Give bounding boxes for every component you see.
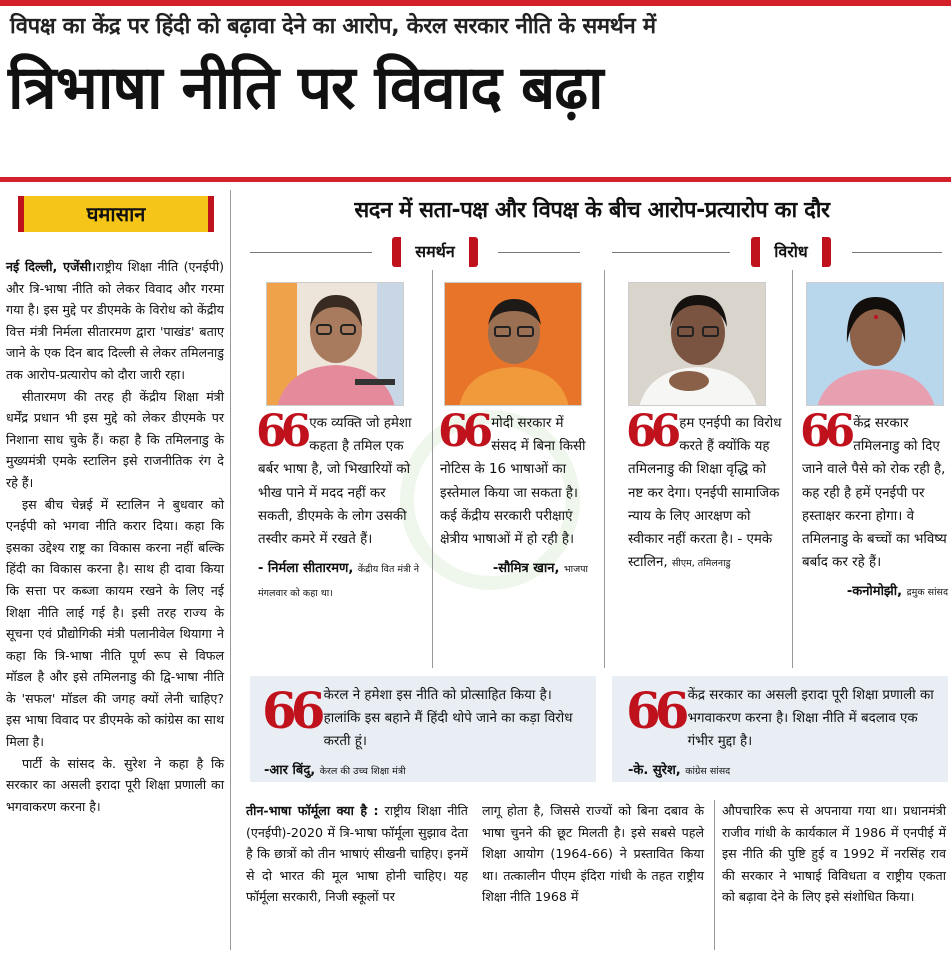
- column-divider: [230, 190, 231, 950]
- quote-stalin: [626, 406, 784, 575]
- quote-mark-icon: 66: [262, 681, 320, 740]
- quote-mark-icon: 66: [626, 406, 676, 457]
- left-article-column: [6, 256, 224, 817]
- quote-text: मोदी सरकार में संसद में बिना किसी नोटिस के 16 भाषाओं का इस्तेमाल किया जा सकता है। कई केंद्रीय सरकारी परीक्षाएं क्षेत्रीय भाषाओं में हो रही है।: [440, 416, 586, 548]
- dateline: नई दिल्ली, एजेंसी।: [6, 259, 96, 274]
- explainer-lead: तीन-भाषा फॉर्मूला क्या है :: [246, 803, 379, 818]
- quote-attribution: -आर बिंदु, केरल की उच्च शिक्षा मंत्री: [264, 763, 406, 778]
- quote-mark-icon: 66: [438, 406, 488, 457]
- article-paragraph-1: नई दिल्ली, एजेंसी।राष्ट्रीय शिक्षा नीति (एनईपी) और त्रि-भाषा नीति को लेकर विवाद और गरमा गया है। इस मुद्दे पर डीएमके के विरोध को केंद्रीय वित्त मंत्री निर्मला सीतारमण द्वारा 'पाखंड' बताए जाने के एक दिन बाद दिल्ली से लेकर तमिलनाडु तक आरोप-प्रत्यारोप को दौरा जारी रहा।: [6, 259, 225, 382]
- kicker-headline: विपक्ष का केंद्र पर हिंदी को बढ़ावा देने का आरोप, केरल सरकार नीति के समर्थन में: [10, 14, 656, 39]
- quote-saumitra-khan: [438, 406, 588, 581]
- quote-divider: [792, 270, 793, 668]
- quote-attribution: - निर्मला सीतारमण, केंद्रीय वित मंत्री ने मंगलवार को कहा था।: [258, 561, 420, 600]
- quote-attribution: -सौमित्र खान, भाजपा: [492, 561, 588, 577]
- portrait-illustration: [807, 283, 944, 406]
- quote-text: हम एनईपी का विरोध करते हैं क्योंकि यह तमिलनाडु की शिक्षा वृद्धि को नष्ट कर देगा। एनईपी सामाजिक न्याय के लिए आरक्षण को स्वीकार नहीं करता है। - एमके स्टालिन,: [628, 416, 782, 571]
- quote-mark-icon: 66: [800, 406, 850, 457]
- section-divider: [604, 270, 605, 668]
- bracket-left: [392, 237, 401, 267]
- quote-sitharaman: [256, 406, 424, 606]
- quote-mark-icon: 66: [626, 681, 684, 740]
- photo-nirmala-sitharaman: [266, 282, 404, 406]
- photo-kanimozhi: [806, 282, 944, 406]
- quote-mark-icon: 66: [256, 406, 306, 457]
- article-paragraph-3: इस बीच चेन्नई में स्टालिन ने बुधवार को एनईपी को भगवा नीति करार दिया। कहा कि इसका उद्देश्य राष्ट्र का विकास करना नहीं बल्कि हिंदी का विकास करना है। साथ ही दावा किया कि सत्ता पर कब्जा कायम रखने के लिए नई शिक्षा नीति लाई गई है। इसी तरह राज्य के सूचना एवं प्रौद्योगिकी मंत्री पलानीवेल थियागा ने कहा कि त्रि-भाषा नीति पूर्ण रूप से विफल मॉडल है और इसे तमिलनाडु की द्वि-भाषा नीति के 'सफल' मॉडल की जगह क्यों लेनी चाहिए? इस भाषा विवाद पर डीएमके को कांग्रेस का साथ मिला है।: [6, 496, 224, 750]
- article-paragraph-4: पार्टी के सांसद के. सुरेश ने कहा है कि सरकार का असली इरादा पूरी शिक्षा प्रणाली का भगवाकरण करना है।: [6, 755, 224, 814]
- explainer-col-3: औपचारिक रूप से अपनाया गया था। प्रधानमंत्री राजीव गांधी के कार्यकाल में 1986 में एनपीई में इस नीति की पुष्टि हुई व 1992 में नरसिंह राव की सरकार ने भाषाई विविधता व राष्ट्रीय एकता को बढ़ावा देने के लिए इसे संशोधित किया।: [722, 803, 946, 905]
- subheadline: सदन में सता-पक्ष और विपक्ष के बीच आरोप-प्रत्यारोप का दौर: [354, 198, 830, 223]
- quote-text: एक व्यक्ति जो हमेशा कहता है तमिल एक बर्बर भाषा है, जो भिखारियों को भीख पाने में मदद नहीं कर सकती, डीएमके के लोग उसकी तस्वीर कमरे में रखते हैं।: [258, 416, 412, 548]
- bracket-right: [822, 237, 831, 267]
- portrait-illustration: [445, 283, 582, 406]
- quote-box-r-bindu: [250, 676, 596, 782]
- top-red-bar: [0, 0, 951, 6]
- support-header: समर्थन: [372, 237, 498, 267]
- quote-kanimozhi: [800, 406, 948, 605]
- bracket-right: [469, 237, 478, 267]
- explainer-divider: [714, 800, 715, 950]
- portrait-illustration: [267, 283, 404, 406]
- quote-role: सीएम, तमिलनाडु: [671, 558, 731, 570]
- quote-box-k-suresh: [612, 676, 948, 782]
- photo-mk-stalin: [628, 282, 766, 406]
- explainer-col-1: तीन-भाषा फॉर्मूला क्या है : राष्ट्रीय शिक्षा नीति (एनईपी)-2020 में त्रि-भाषा फॉर्मूला सुझाव देता है कि छात्रों को तीन भाषाएं सीखनी चाहिए। इनमें से दो भारत की मूल भाषा होनी चाहिए। यह फॉर्मूला सरकारी, निजी स्कूलों पर: [246, 803, 468, 905]
- section-tag: घमासान: [18, 196, 214, 232]
- portrait-illustration: [629, 283, 766, 406]
- quote-attribution: -के. सुरेश, कांग्रेस सांसद: [628, 763, 731, 778]
- quote-text: केंद्र सरकार का असली इरादा पूरी शिक्षा प्रणाली का भगवाकरण करना है। शिक्षा नीति में बदलाव एक गंभीर मुद्दा है।: [687, 688, 934, 749]
- quote-text: केंद्र सरकार तमिलनाडु को दिए जाने वाले पैसे को रोक रही है, कह रही है हमें एनईपी पर हस्ताक्षर करना होगा। वे तमिलनाडु के बच्चों का भविष्य बर्बाद कर रहे हैं।: [802, 416, 947, 571]
- article-paragraph-2: सीतारमण की तरह ही केंद्रीय शिक्षा मंत्री धर्मेंद्र प्रधान भी इस मुद्दे को लेकर डीएमके पर निशाना साध चुके हैं। कहा है कि तमिलनाडु के मुख्यमंत्री एमके स्टालिन इसे राजनीतिक रंग दे रहे हैं।: [6, 388, 224, 490]
- quote-attribution: -कनोमोझी, द्रमुक सांसद: [846, 584, 948, 600]
- oppose-header: विरोध: [730, 237, 852, 267]
- explainer-col-2: लागू होता है, जिससे राज्यों को बिना दबाव के भाषा चुनने की छूट मिलती है। इसे सबसे पहले शिक्षा आयोग (1964-66) ने प्रस्तावित किया था। तत्कालीन पीएम इंदिरा गांधी के तहत राष्ट्रीय शिक्षा नीति 1968 में: [482, 803, 704, 905]
- photo-saumitra-khan: [444, 282, 582, 406]
- quote-text: केरल ने हमेशा इस नीति को प्रोत्साहित किया है। हालांकि इस बहाने मैं हिंदी थोपे जाने का कड़ा विरोध करती हूं।: [323, 688, 573, 749]
- quote-divider: [432, 270, 433, 668]
- main-headline: त्रिभाषा नीति पर विवाद बढ़ा: [8, 53, 603, 123]
- bracket-left: [751, 237, 760, 267]
- headline-divider: [0, 177, 951, 182]
